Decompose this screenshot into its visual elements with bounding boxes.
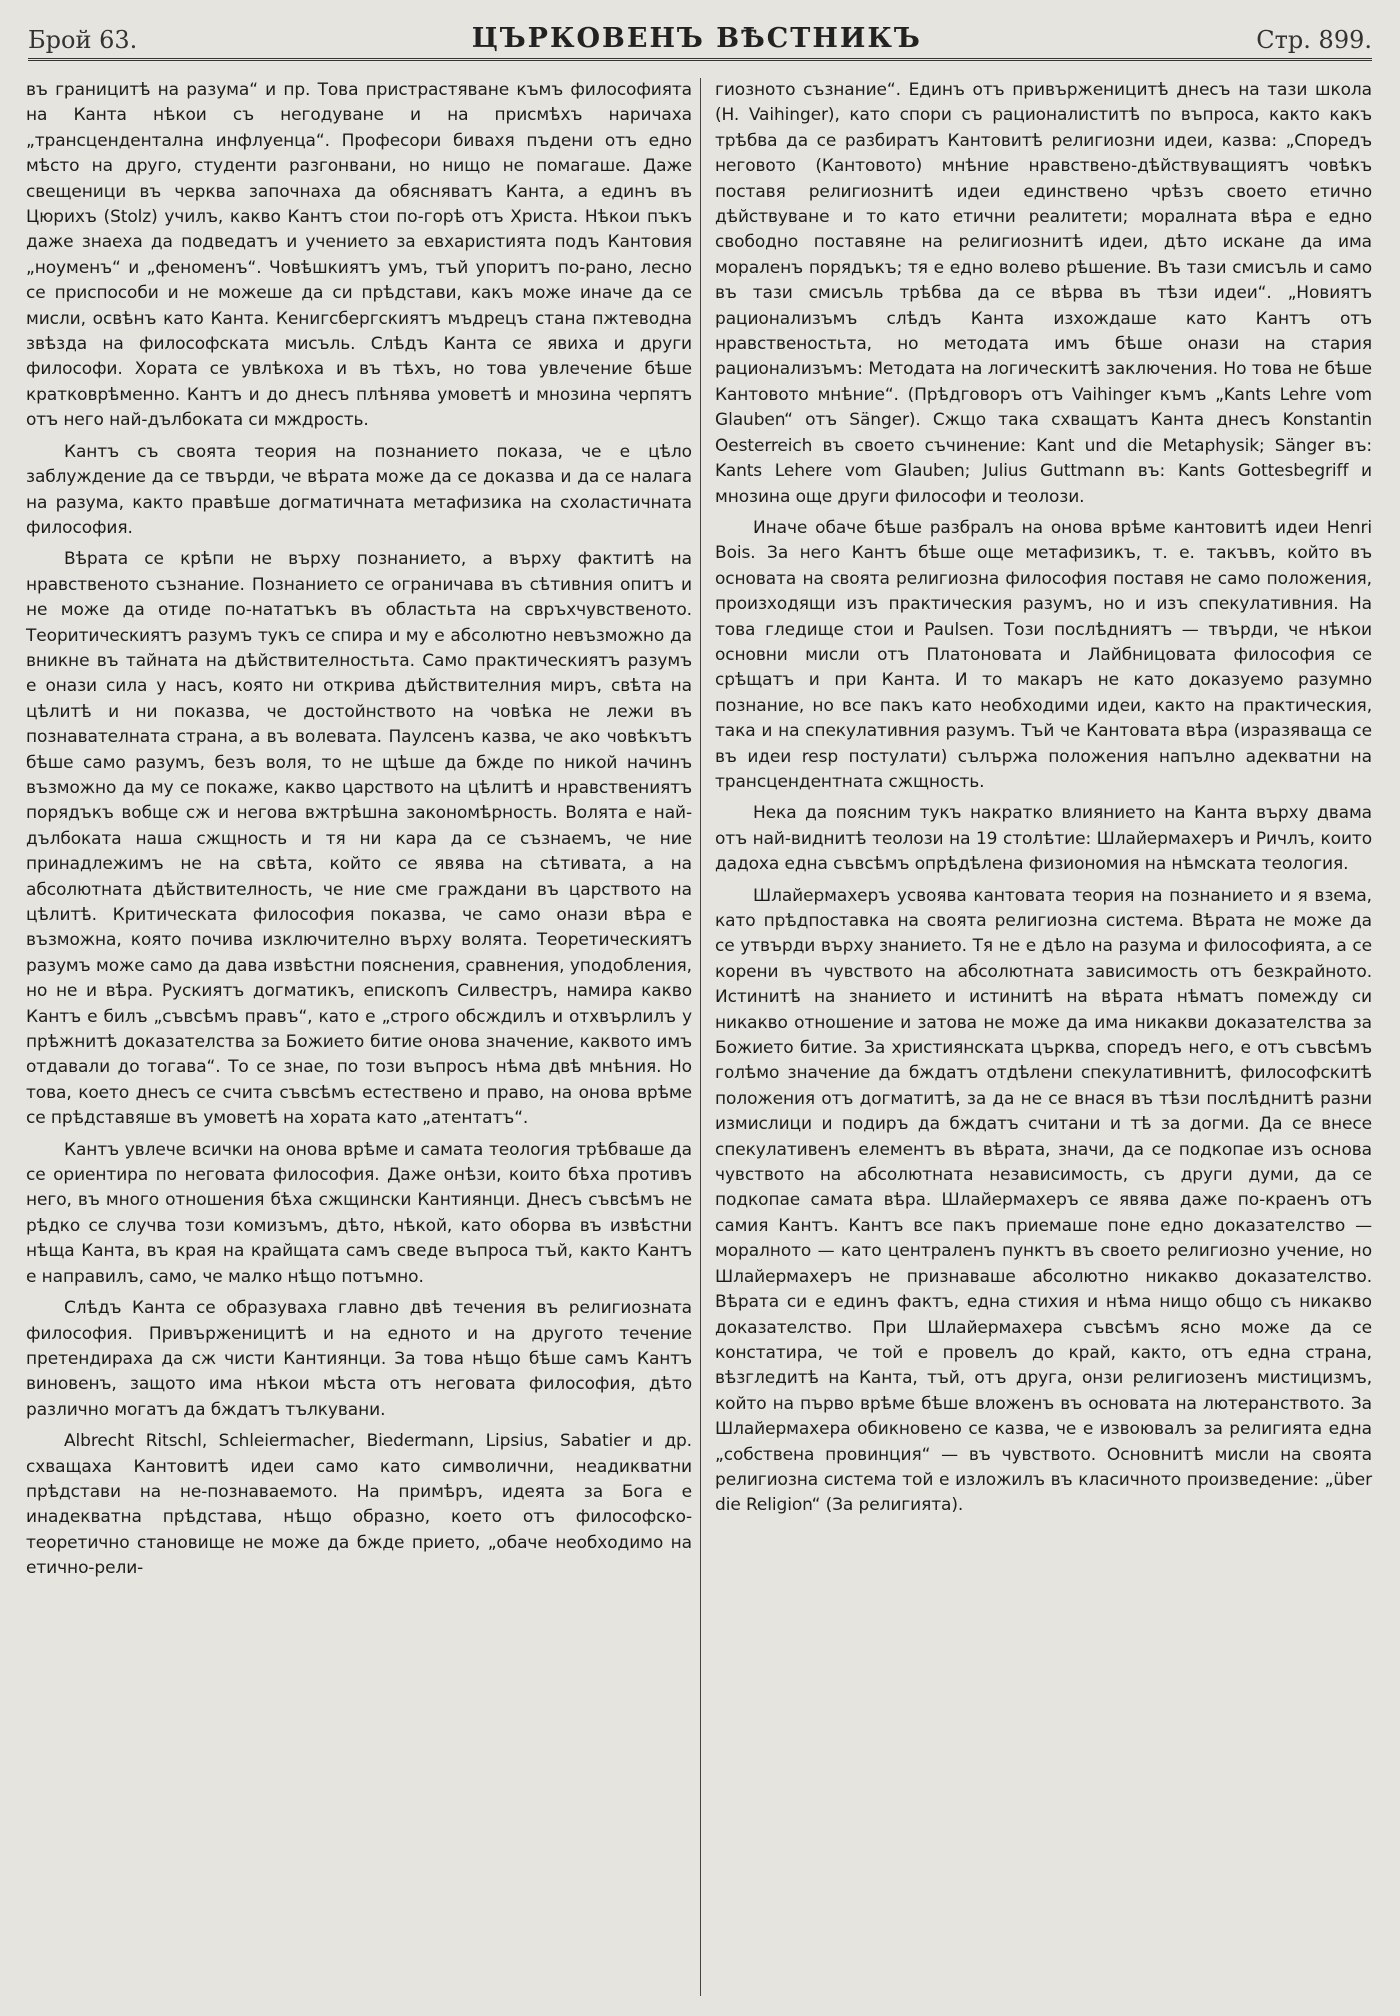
page-number: Стр. 899.: [1256, 26, 1372, 54]
paragraph: Кантъ увлече всички на онова врѣме и самата теология трѣбваше да се ориентира по неговата философия. Даже онѣзи, които бѣха противъ него, въ много отношения бѣха сжщински Кантиянци. Днесъ съвсѣмъ не рѣдко се случва този комизъмъ, дѣто, нѣкой, като оборва въ извѣстни нѣща Канта, въ края на крайщата самъ сведе въпроса тъй, както Кантъ е направилъ, само, че малко нѣщо потъмно.: [26, 1139, 692, 1287]
issue-number: Брой 63.: [28, 26, 138, 54]
paragraph: въ границитѣ на разума“ и пр. Това пристрастяване къмъ философията на Канта нѣкои съ негодуване и на присмѣхъ наричаха „трансцендентална инфлуенца“. Професори бивахя пъдени отъ едно мѣсто на друго, студенти разгонвани, но нищо не помагаше. Даже свещеници въ черква започнаха да обясняватъ Канта, а единъ въ Цюрихъ (Stolz) училъ, какво Кантъ стои по-горѣ отъ Христа. Нѣкои пъкъ даже знаеха да подведатъ и учението за евхаристията подъ Кантовия „ноуменъ“ и „феноменъ“. Човѣшкиятъ умъ, тъй упоритъ по-рано, лесно се приспособи и не можеше да си прѣдстави, какъ може иначе да се мисли, освѣнъ като Канта. Кенигсбергскиятъ мъдрецъ стана пжтеводна звѣзда на философската мисъль. Слѣдъ Канта се явиха и други философи. Хората се увлѣкоха и въ тѣхъ, но това увлечение бѣше кратковрѣменно. Кантъ и до днесъ плѣнява умоветѣ и мнозина черпятъ отъ него най-дълбоката си мждрость.: [26, 80, 692, 431]
right-column: [700, 78, 1380, 1996]
paragraph: Иначе обаче бѣше разбралъ на онова врѣме кантовитѣ идеи Henri Bois. За него Кантъ бѣше още метафизикъ, т. е. такъвъ, който въ основата на своята религиозна философия поставя не само положения, произходящи изъ практическия разумъ, но и изъ спекулативния. На това гледище стои и Paulsen. Този послѣдниятъ — твърди, че нѣкои основни мисли отъ Платоновата и Лайбницовата философия се срѣщатъ и при Канта. И то макаръ не като доказуемо разумно познание, но все пакъ като необходими идеи, както на практическия, така и на спекулативния разумъ. Тъй че Кантовата вѣра (изразяваща се въ идеи resp постулати) сълържа положения напълно адекватни на трансцендентната сжщность.: [715, 517, 1372, 792]
paragraph: Вѣрата се крѣпи не върху познанието, а върху фактитѣ на нравственото съзнание. Познанието се ограничава въ сѣтивния опитъ и не може да отиде по-нататъкъ въ областьта на свръхчувственото. Теоритическиятъ разумъ тукъ се спира и му е абсолютно невъзможно да вникне въ тайната на дѣйствителностьта. Само практическиятъ разумъ е онази сила у насъ, която ни открива дѣйствителния миръ, свѣта на цѣлитѣ и ни показва, че достойнството на човѣка не лежи въ познавателната страна, а въ волевата. Паулсенъ казва, че ако човѣкътъ бѣше само разумъ, безъ воля, то не щѣше да бжде по никой начинъ възможно да му се покаже, какво царството на цѣлитѣ и нравствениятъ порядъкъ вобще сж и негова вжтрѣшна закономѣрность. Волята е най-дълбоката наша сжщность и тя ни кара да се съзнаемъ, че ние принадлежимъ не на свѣта, който се явява на сѣтивата, а на абсолютната дѣйствителность, че ние сме граждани въ царството на цѣлитѣ. Критическата философия показва, че само онази вѣра е възможна, която почива изключително върху волята. Теоретическиятъ разумъ може само да дава извѣстни пояснения, сравнения, уподобления, но не и вѣра. Рускиятъ догматикъ, епископъ Силвестръ, намира какво Кантъ е билъ „съвсѣмъ правъ“, като е „строго обсждилъ и отхвърлилъ у прѣжнитѣ доказателства за Божието битие онова значение, каквото имъ отдавали до тогава“. То се знае, по този въпросъ нѣма двѣ мнѣния. Но това, което днесъ се счита съвсѣмъ естествено и право, на онова врѣме се прѣдставяше въ умоветѣ на хората като „атентатъ“.: [26, 549, 692, 1129]
paragraph: гиозното съзнание“. Единъ отъ привърженицитѣ днесъ на тази школа (H. Vaihinger), като спори съ рационалиститѣ по въпроса, както какъ трѣбва да се разбиратъ Кантовитѣ религиозни идеи, казва: „Споредъ неговото (Кантовото) мнѣние нравствено-дѣйствуващиятъ човѣкъ поставя религиознитѣ идеи единствено чрѣзъ своето етично дѣйствуване и то като етични реалитети; моралната вѣра е едно свободно поставяне на религиознитѣ идеи, дѣто искане да има мораленъ порядъкъ; тя е едно волево рѣшение. Въ тази смисъль и само въ тази смисъль трѣбва да се вѣрва въ тѣзи идеи“. „Новиятъ рационализъмъ слѣдъ Канта изхождаше като Кантъ отъ нравственостьта, но методата имъ бѣше онази на стария рационализъмъ: Методата на логическитѣ заключения. Но това не бѣше Кантовото мнѣние“. (Прѣдговоръ отъ Vaihinger къмъ „Kants Lehre vom Glauben“ отъ Sänger). Сжщо така схващатъ Канта днесъ Konstantin Oesterreich въ своето съчинение: Kant und die Metaphysik; Sänger въ: Kants Lehere vom Glauben; Julius Guttmann въ: Kants Gottesbegriff и мнозина още други философи и теолози.: [715, 80, 1372, 507]
paragraph: Кантъ съ своята теория на познанието показа, че е цѣло заблуждение да се твърди, че вѣрата може да се доказва и да се налага на разума, както правѣше догматичната метафизика на схоластичната философия.: [26, 441, 692, 538]
article-columns: [20, 78, 1380, 1996]
page-header: [28, 10, 1372, 61]
masthead-title: ЦЪРКОВЕНЪ ВѢСТНИКЪ: [471, 23, 922, 54]
paragraph: Albrecht Ritschl, Schleiermacher, Biedermann, Lipsius, Sabatier и др. схващаха Кантовитѣ идеи само като символични, неадикватни прѣдстави на не-познаваемото. На примѣръ, идеята за Бога е инадекватна прѣдстава, нѣщо образно, което отъ философско- теоретично становище не може да бжде прието, „обаче необходимо на етично-рели-: [26, 1431, 692, 1579]
paragraph: Нека да поясним тукъ накратко влиянието на Канта върху двама отъ най-виднитѣ теолози на 19 столѣтие: Шлайермахеръ и Ричлъ, които дадоха една съвсѣмъ опрѣдѣлена физиономия на нѣмската теология.: [715, 803, 1372, 875]
paragraph: Шлайермахеръ усвоява кантовата теория на познанието и я взема, като прѣдпоставка на своята религиозна система. Вѣрата не може да се утвърди върху знанието. Тя не е дѣло на разума и философията, а се корени въ чувството на абсолютната зависимость отъ безкрайното. Истинитѣ на знанието и истинитѣ на вѣрата нѣматъ помежду си никакво отношение и затова не може да има никакви доказателства за Божието битие. За християнската църква, споредъ него, е отъ съвсѣмъ голѣмо значение да бждатъ отдѣлени спекулативнитѣ, философскитѣ положения отъ догматитѣ, за да не се внася въ тѣзи послѣднитѣ разни измислици и подиръ да бждатъ считани и тѣ за догми. Да се внесе спекулативенъ елементъ въ вѣрата, значи, да се подкопае изъ основа чувството на абсолютната независимость, съ други думи, да се подкопае самата вѣра. Шлайермахеръ се явява даже по-краенъ отъ самия Кантъ. Кантъ все пакъ приемаше поне едно доказателство — моралното — като централенъ пунктъ въ своето религиозно учение, но Шлайермахеръ не признаваше абсолютно никакво доказателство. Вѣрата си е единъ фактъ, една стихия и нѣма нищо общо съ никакво доказателство. При Шлайермахера съвсѣмъ ясно може да се констатира, че той е провелъ до край, както, отъ една страна, вѣзгледитѣ на Канта, тъй, отъ друга, онзи религиозенъ мистицизмъ, който на първо врѣме бѣше вложенъ въ основата на лютеранството. За Шлайермахера обикновено се казва, че е извоювалъ за религията една „собствена провинция“ — въ чувството. Основнитѣ мисли на своята религиозна система той е изложилъ въ класичното произведение: „über die Religion“ (За религията).: [715, 885, 1372, 1516]
paragraph: Слѣдъ Канта се образуваха главно двѣ течения въ религиозната философия. Привърженицитѣ и на едното и на другото течение претендираха да сж чисти Кантиянци. За това нѣщо бѣше самъ Кантъ виновенъ, защото има нѣкои мѣста отъ неговата философия, дѣто различно могатъ да бждатъ тълкувани.: [26, 1298, 692, 1420]
left-column: [20, 78, 700, 1996]
